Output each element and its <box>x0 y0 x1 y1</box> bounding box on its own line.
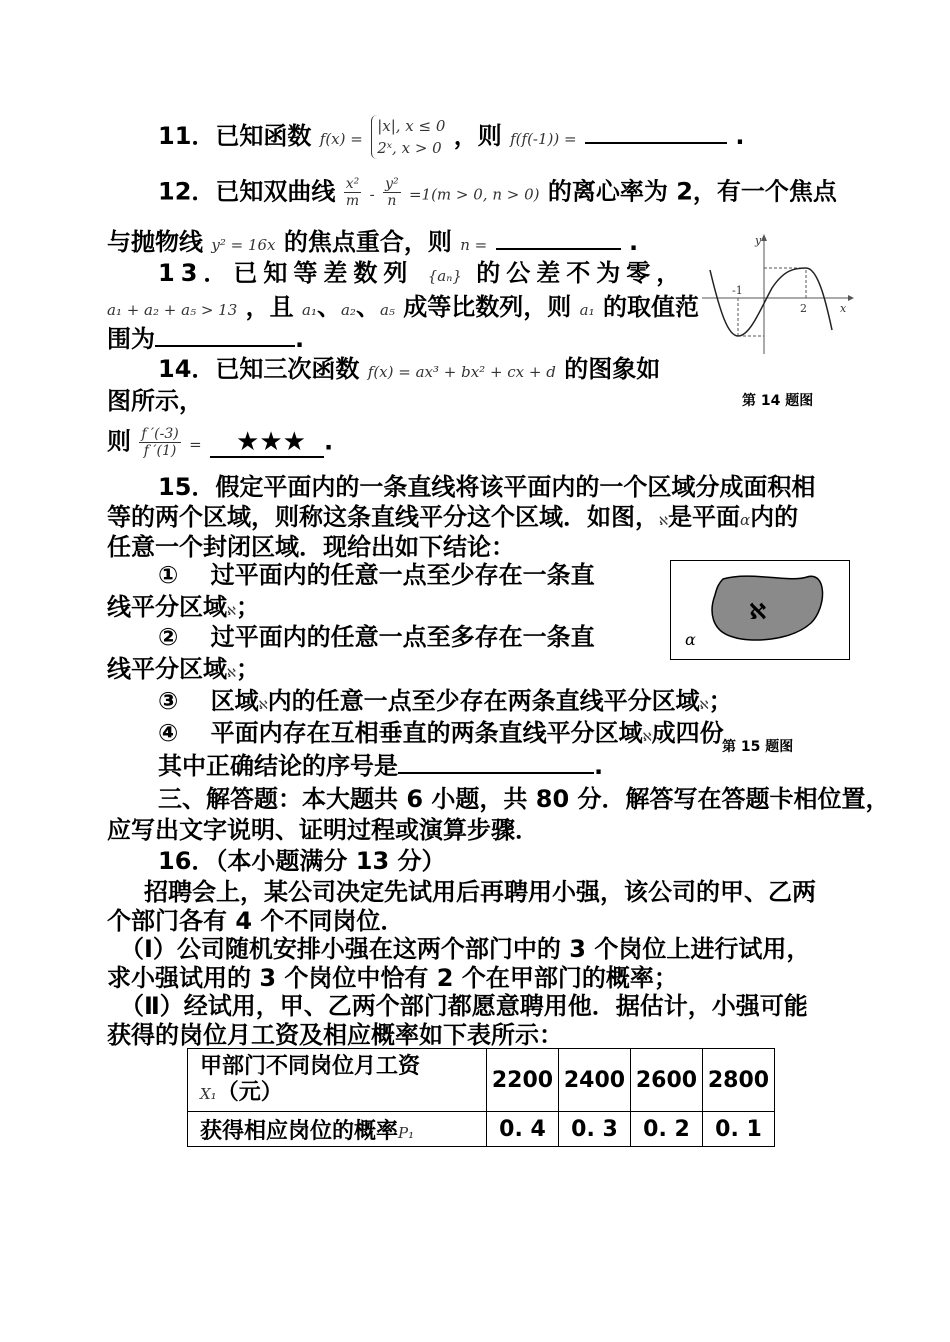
q14-cubic-graph <box>700 232 855 357</box>
q11-end: . <box>735 122 745 150</box>
q14-text1: 的图象如 <box>564 355 661 383</box>
x-axis-label: x <box>840 302 847 315</box>
q16-part2-line1: （Ⅱ）经试用，甲、乙两个部门都愿意聘用他．据估计，小强可能 <box>120 992 808 1020</box>
q16-para2: 个部门各有 4 个不同岗位． <box>107 907 405 935</box>
q11-line <box>158 115 744 159</box>
q11-expr: f(f(-1)) = <box>510 130 577 148</box>
q12-neq: n = <box>460 236 488 254</box>
q13-text2c: 的取值范 <box>602 293 699 321</box>
q15-claim1a: ① 过平面内的任意一点至少存在一条直 <box>158 561 595 589</box>
plane-alpha-label: α <box>685 630 696 649</box>
q11-answer-blank[interactable] <box>585 120 727 144</box>
q14-end: . <box>323 427 334 456</box>
q13-line3 <box>107 323 304 354</box>
q16-part1-line2: 求小强试用的 3 个岗位中恰有 2 个在甲部门的概率； <box>107 964 678 992</box>
q14-answer-field[interactable] <box>210 428 324 458</box>
q14-line2 <box>107 386 203 416</box>
q13-a1: a₁ <box>302 301 317 319</box>
salary-cell-2: 2600 <box>631 1049 703 1112</box>
q14-eq: = <box>189 435 202 454</box>
q14-line1 <box>158 354 660 387</box>
q15-line2: 等的两个区域，则称这条直线平分这个区域．如图，ℵ是平面α内的 <box>107 503 799 531</box>
y-axis-label: y <box>755 234 762 247</box>
q14-number-text: 14．已知三次函数 <box>158 355 360 383</box>
table-row-salary <box>188 1049 775 1112</box>
prob-cell-1: 0. 3 <box>559 1112 631 1147</box>
section3-line1: 三、解答题：本大题共 6 小题，共 80 分．解答写在答题卡相位置， <box>158 785 890 813</box>
q13-line2 <box>107 292 699 325</box>
tick-label-neg1: -1 <box>732 284 743 297</box>
q15-claim2a: ② 过平面内的任意一点至多存在一条直 <box>158 623 595 651</box>
q13-number-text: 13．已知等差数列 <box>158 259 414 287</box>
q12-number-text: 12．已知双曲线 <box>158 177 336 206</box>
q12-condition: =1(m > 0, n > 0) <box>408 185 540 204</box>
q12-line2 <box>107 226 638 260</box>
q13-end: . <box>295 325 305 353</box>
q11-fx: f(x) = <box>319 130 363 148</box>
q15-claim4: ④ 平面内存在互相垂直的两条直线平分区域ℵ成四份 <box>158 719 724 747</box>
q15-claim3: ③ 区域ℵ内的任意一点至少存在两条直线平分区域ℵ； <box>158 687 733 715</box>
q12-frac-x: $\frac{\text{x²}}{m}$ <box>345 176 360 209</box>
q14-text2: 图所示， <box>107 387 203 415</box>
q13-sep1: 、 <box>316 293 341 321</box>
q13-sep2: 、 <box>355 293 380 321</box>
q15-answer-blank[interactable] <box>398 750 594 774</box>
q15-line3: 任意一个封闭区域．现给出如下结论： <box>107 533 515 561</box>
q13-a1b: a₁ <box>579 301 595 319</box>
q15-claim2b: 线平分区域ℵ； <box>107 655 260 683</box>
section3-line2: 应写出文字说明、证明过程或演算步骤． <box>107 816 539 844</box>
salary-cell-0: 2200 <box>487 1049 559 1112</box>
q13-answer-blank[interactable] <box>155 323 295 347</box>
q13-text2b: 成等比数列，则 <box>403 293 572 321</box>
q14-then: 则 <box>107 427 131 456</box>
q11-case2: 2ˣ, x > 0 <box>377 139 442 157</box>
q13-a5: a₅ <box>379 301 395 319</box>
q13-text1: 的公差不为零， <box>476 259 687 287</box>
salary-var: X₁ <box>200 1084 217 1103</box>
q11-then: ，则 <box>453 122 502 150</box>
q15-aleph: ℵ <box>659 514 668 528</box>
region-blob <box>671 561 849 659</box>
q13-text2a: ，且 <box>245 293 294 321</box>
salary-cell-3: 2800 <box>703 1049 775 1112</box>
q16-para1: 招聘会上，某公司决定先试用后再聘用小强，该公司的甲、乙两 <box>144 878 816 906</box>
q15-ask: 其中正确结论的序号是 . <box>158 752 604 780</box>
q16-part2-line2: 获得的岗位月工资及相应概率如下表所示： <box>107 1021 563 1049</box>
q12-text1: 的离心率为 2，有一个焦点 <box>547 177 837 206</box>
prob-cell-2: 0. 2 <box>631 1112 703 1147</box>
q16-title: 16．（本小题满分 13 分） <box>158 847 446 875</box>
q11-piecewise <box>371 115 445 159</box>
q15-region-figure <box>670 560 850 660</box>
salary-probability-table <box>187 1048 775 1147</box>
q15-alpha: α <box>739 511 751 529</box>
y-axis-arrow <box>761 234 767 241</box>
q14-derivative-ratio: $\frac{f '(-3)}{f '(1)}$ <box>141 426 179 459</box>
q12-text2a: 与抛物线 <box>107 228 203 256</box>
q12-text2b: 的焦点重合，则 <box>283 228 452 256</box>
salary-header-cell: 甲部门不同岗位月工资 X₁（元） <box>188 1049 487 1112</box>
q12-minus: - <box>369 185 375 204</box>
prob-cell-0: 0. 4 <box>487 1112 559 1147</box>
q13-text3: 围为 <box>107 325 155 353</box>
q14-function: f(x) = ax³ + bx² + cx + d <box>367 363 556 381</box>
x-axis-arrow <box>848 295 854 301</box>
q12-parabola: y² = 16x <box>211 236 276 254</box>
q14-fig-caption: 第 14 题图 <box>742 393 814 409</box>
q13-inequality: a₁ + a₂ + a₅ > 13 <box>107 301 238 319</box>
q13-line1 <box>158 258 686 291</box>
q12-line1 <box>158 176 837 210</box>
q15-fig-caption: 第 15 题图 <box>722 739 794 755</box>
q15-claim1b: 线平分区域ℵ； <box>107 593 260 621</box>
q12-end: . <box>628 228 639 256</box>
q12-frac-y: $\frac{\text{y²}}{n}$ <box>385 176 399 209</box>
q13-an: {aₙ} <box>427 267 462 285</box>
q15-line1: 15．假定平面内的一条直线将该平面内的一个区域分成面积相 <box>158 473 816 501</box>
table-row-probability <box>188 1112 775 1147</box>
q16-part1-line1: （Ⅰ）公司随机安排小强在这两个部门中的 3 个岗位上进行试用， <box>120 935 811 963</box>
tick-label-2: 2 <box>800 302 807 315</box>
q11-number-text: 11．已知函数 <box>158 122 312 150</box>
region-aleph-label: ℵ <box>749 600 767 625</box>
salary-cell-1: 2400 <box>559 1049 631 1112</box>
cubic-curve <box>710 268 832 336</box>
q14-answer-stars: ★★★ <box>236 426 306 457</box>
q13-a2: a₂ <box>340 301 356 319</box>
prob-cell-3: 0. 1 <box>703 1112 775 1147</box>
q12-answer-blank[interactable] <box>496 226 621 250</box>
probability-header-cell: 获得相应岗位的概率P₁ <box>188 1112 487 1147</box>
q14-line3 <box>107 426 333 460</box>
probability-var: P₁ <box>398 1123 415 1142</box>
q11-case1: |x|, x ≤ 0 <box>377 117 446 135</box>
